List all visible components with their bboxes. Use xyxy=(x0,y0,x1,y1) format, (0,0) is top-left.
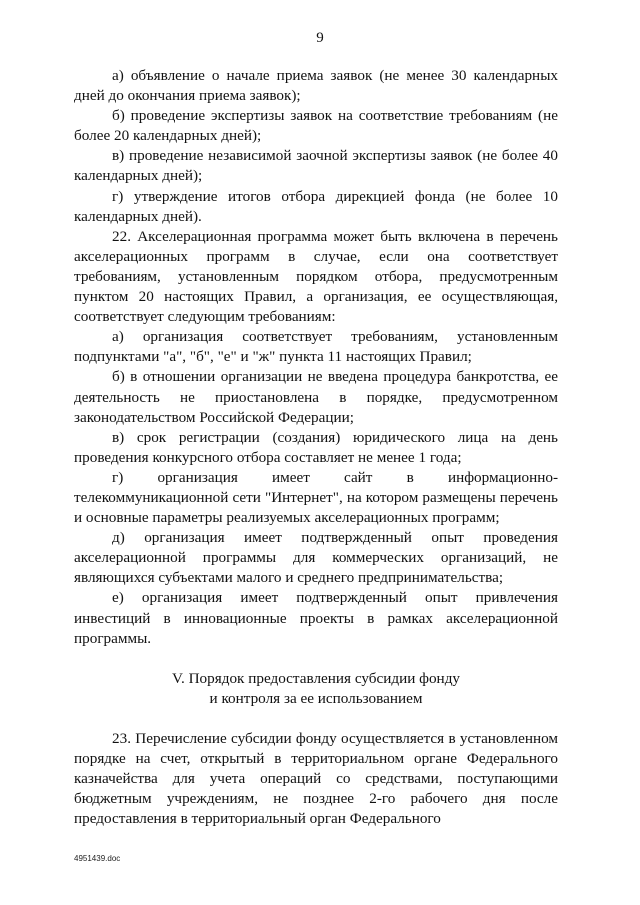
document-body xyxy=(74,66,558,829)
paragraph-item-b-expertise: б) проведение экспертизы заявок на соответствие требованиям (не более 20 календарных дней); xyxy=(74,107,558,145)
paragraph-req-b: б) в отношении организации не введена процедура банкротства, ее деятельность не приостановлена в порядке, предусмотренном законодательством Российской Федерации; xyxy=(74,368,558,426)
section-heading xyxy=(74,669,558,709)
paragraph-req-d: д) организация имеет подтвержденный опыт проведения акселерационной программы для коммерческих организаций, не являющихся субъектами малого и среднего предпринимательства; xyxy=(74,529,558,587)
paragraph-clause-23: 23. Перечисление субсидии фонду осуществляется в установленном порядке на счет, открытый в территориальном органе Федерального казначейства для учета операций со средствами, поступающими бюджетным учреждениям, не позднее 2-го рабочего дня после предоставления в территориальный орган Федерального xyxy=(74,729,558,828)
paragraph-req-v: в) срок регистрации (создания) юридического лица на день проведения конкурсного отбора составляет не менее 1 года; xyxy=(74,428,558,466)
paragraph-req-a: а) организация соответствует требованиям, установленным подпунктами "а", "б", "е" и "ж" пункта 11 настоящих Правил; xyxy=(74,328,558,366)
paragraph-req-g: г) организация имеет сайт в информационно-телекоммуникационной сети "Интернет", на котором размещены перечень и основные параметры реализуемых акселерационных программ; xyxy=(74,468,558,527)
section-heading-line-1: V. Порядок предоставления субсидии фонду xyxy=(171,669,461,687)
paragraph-req-e: е) организация имеет подтвержденный опыт привлечения инвестиций в инновационные проекты в рамках акселерационной программы. xyxy=(74,589,558,647)
footer-doc-code: 4951439.doc xyxy=(74,854,121,863)
paragraph-item-v-independent-expertise: в) проведение независимой заочной экспертизы заявок (не более 40 календарных дней); xyxy=(74,147,558,185)
paragraph-clause-22: 22. Акселерационная программа может быть включена в перечень акселерационных программ в случае, если она соответствует требованиям, установленным порядком отбора, предусмотренным пунктом 20 настоящих Правил, а организация, ее осуществляющая, соответствует следующим требованиям: xyxy=(74,227,558,326)
page-number: 9 xyxy=(316,30,324,46)
paragraph-item-a-announcement: а) объявление о начале приема заявок (не менее 30 календарных дней до окончания приема заявок); xyxy=(74,67,558,105)
section-heading-line-2: и контроля за ее использованием xyxy=(209,689,423,707)
paragraph-item-g-approval: г) утверждение итогов отбора дирекцией фонда (не более 10 календарных дней). xyxy=(74,187,558,225)
